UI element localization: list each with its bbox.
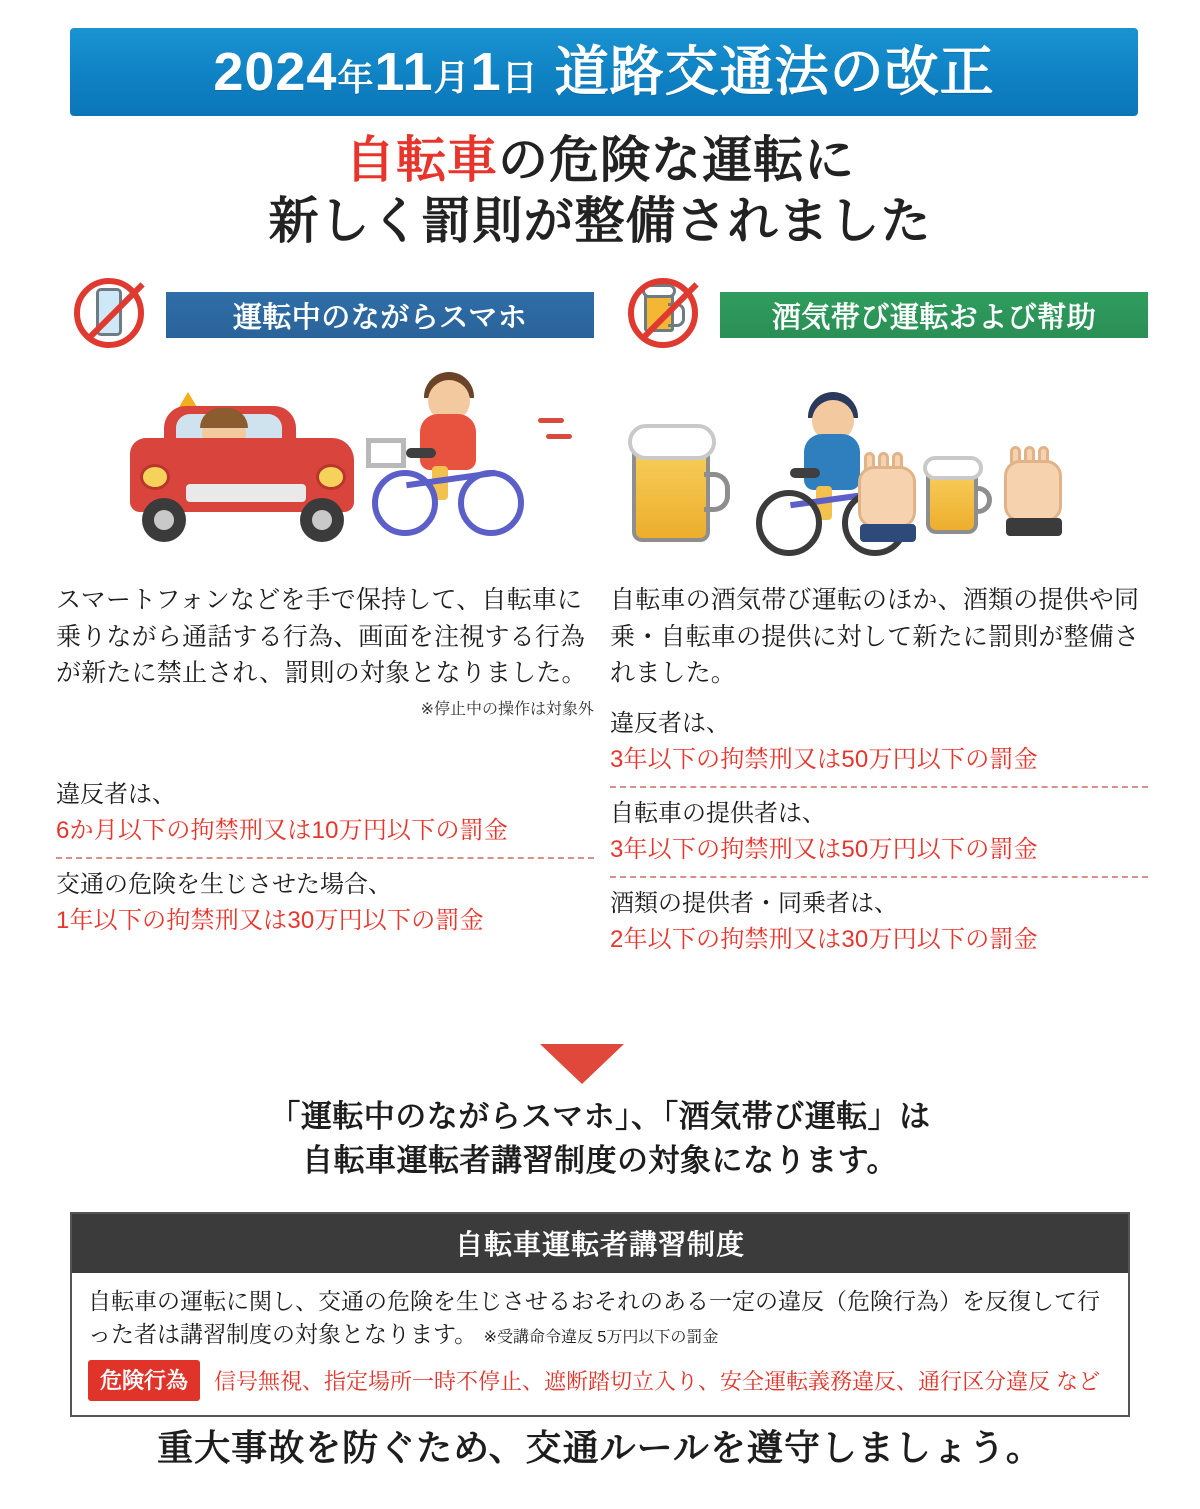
beer-mug-small <box>926 456 988 534</box>
headline-line-2: 新しく罰則が整備されました <box>268 193 932 249</box>
hand-cuff <box>1006 518 1062 536</box>
penalty-divider <box>610 786 1148 788</box>
car-headlight-left <box>140 464 170 490</box>
section-smartphone-penalties <box>56 777 594 939</box>
beer-mug-small-foam <box>923 456 983 480</box>
beer-mug-large <box>632 422 728 542</box>
danger-acts-row <box>88 1360 1112 1401</box>
penalty-value: 6か月以下の拘禁刑又は10万円以下の罰金 <box>56 816 509 844</box>
mid-statement <box>0 1095 1200 1183</box>
header-date-month: 11 <box>374 42 434 102</box>
header-date-day-suffix: 日 <box>501 57 539 98</box>
cyclist-body <box>420 414 476 470</box>
penalty-value: 3年以下の拘禁刑又は50万円以下の罰金 <box>610 835 1038 863</box>
cyclist-on-phone-illustration <box>366 384 556 554</box>
hand-cuff <box>860 524 916 542</box>
beer-mug-foam <box>628 424 716 460</box>
section-drunk-riding-header <box>610 286 1148 344</box>
penalty-label: 酒類の提供者・同乗者は、 <box>610 889 898 917</box>
illustration-alcohol-and-cyclist <box>610 348 1148 576</box>
section-drunk-riding-penalties <box>610 706 1148 958</box>
beer-mug-small-handle <box>974 486 992 514</box>
car-wheel-right <box>300 498 344 542</box>
header-date-year-suffix: 年 <box>337 57 375 98</box>
headline-line-1 <box>0 130 1200 191</box>
offering-hand-icon <box>1004 446 1066 524</box>
section-smartphone-title: 運転中のながらスマホ <box>166 292 594 338</box>
bike-wheel-right <box>458 470 524 536</box>
penalty-value: 3年以下の拘禁刑又は50万円以下の罰金 <box>610 745 1038 773</box>
penalty-item <box>56 867 594 939</box>
section-drunk-riding-description: 自転車の酒気帯び運転のほか、酒類の提供や同乗・自転車の提供に対して新たに罰則が整備されました。 <box>610 586 1140 687</box>
arrow-down-icon <box>540 1044 624 1084</box>
section-smartphone-description: スマートフォンなどを手で保持して、自転車に乗りながら通話する行為、画面を注視する行為が新たに禁止され、罰則の対象となりました。 <box>56 586 587 687</box>
beer-mug-handle <box>704 472 730 512</box>
header-law-title: 道路交通法の改正 <box>554 42 995 102</box>
section-smartphone <box>56 286 594 943</box>
headline-line-1-rest: の危険な運転に <box>498 132 855 188</box>
header-date-day: 1 <box>470 42 502 102</box>
car-illustration <box>130 406 360 526</box>
drunk-bike-seat <box>790 468 820 478</box>
danger-acts-tag: 危険行為 <box>88 1360 200 1401</box>
footer-message: 重大事故を防ぐため、交通ルールを遵守しましょう。 <box>157 1427 1043 1468</box>
refusing-hand-icon <box>858 452 920 530</box>
header-banner <box>70 28 1138 116</box>
course-system-box <box>70 1212 1130 1417</box>
car-headlight-right <box>316 464 346 490</box>
course-system-body <box>72 1273 1128 1415</box>
mid-statement-line-1: 「運転中のながらスマホ」、「酒気帯び運転」は <box>269 1099 931 1134</box>
mid-statement-line-2: 自転車運転者講習制度の対象になります。 <box>301 1143 899 1179</box>
course-system-title: 自転車運転者講習制度 <box>72 1214 1128 1273</box>
penalty-item <box>56 777 594 849</box>
penalty-value: 2年以下の拘禁刑又は30万円以下の罰金 <box>610 925 1038 953</box>
course-system-description: 自転車の運転に関し、交通の危険を生じさせるおそれのある一定の違反（危険行為）を反復して行った者は講習制度の対象となります。 <box>88 1288 1100 1347</box>
course-system-note: ※受講命令違反 5万円以下の罰金 <box>483 1328 719 1346</box>
bike-seat <box>406 448 436 458</box>
penalty-item <box>610 886 1148 958</box>
car-wheel-left <box>142 498 186 542</box>
header-date-month-suffix: 月 <box>433 57 471 98</box>
section-smartphone-header <box>56 286 594 344</box>
penalty-label: 自転車の提供者は、 <box>610 799 826 827</box>
penalty-divider <box>56 857 594 859</box>
section-drunk-riding <box>610 286 1148 962</box>
penalty-item <box>610 796 1148 868</box>
headline-bicycle-word: 自転車 <box>345 132 498 188</box>
section-smartphone-note: ※停止中の操作は対象外 <box>420 700 594 718</box>
danger-acts-list: 信号無視、指定場所一時不停止、遮断踏切立入り、安全運転義務違反、通行区分違反 など <box>214 1369 1101 1395</box>
no-phone-icon <box>74 278 152 356</box>
car-grille <box>186 484 306 502</box>
penalty-label: 違反者は、 <box>56 780 176 808</box>
header-date-year: 2024 <box>213 42 338 102</box>
section-drunk-riding-title: 酒気帯び運転および幇助 <box>720 292 1148 338</box>
penalty-label: 違反者は、 <box>610 709 730 737</box>
drunk-cyclist-body <box>804 434 860 490</box>
hand-palm <box>1004 460 1062 522</box>
penalty-divider <box>610 876 1148 878</box>
hand-palm <box>858 466 916 528</box>
drunk-bike-wheel-left <box>756 490 822 556</box>
header-title <box>213 42 995 102</box>
page-title <box>0 130 1200 252</box>
illustration-car-and-cyclist <box>56 348 594 576</box>
bike-wheel-left <box>372 470 438 536</box>
speed-line-2 <box>546 434 572 439</box>
penalty-value: 1年以下の拘禁刑又は30万円以下の罰金 <box>56 906 484 934</box>
beer-mug-body <box>632 448 710 542</box>
penalty-item <box>610 706 1148 778</box>
speed-line-1 <box>538 418 564 423</box>
bike-basket <box>366 438 406 468</box>
course-system-description-wrap <box>88 1285 1112 1350</box>
no-alcohol-icon <box>628 278 706 356</box>
penalty-label: 交通の危険を生じさせた場合、 <box>56 870 392 898</box>
